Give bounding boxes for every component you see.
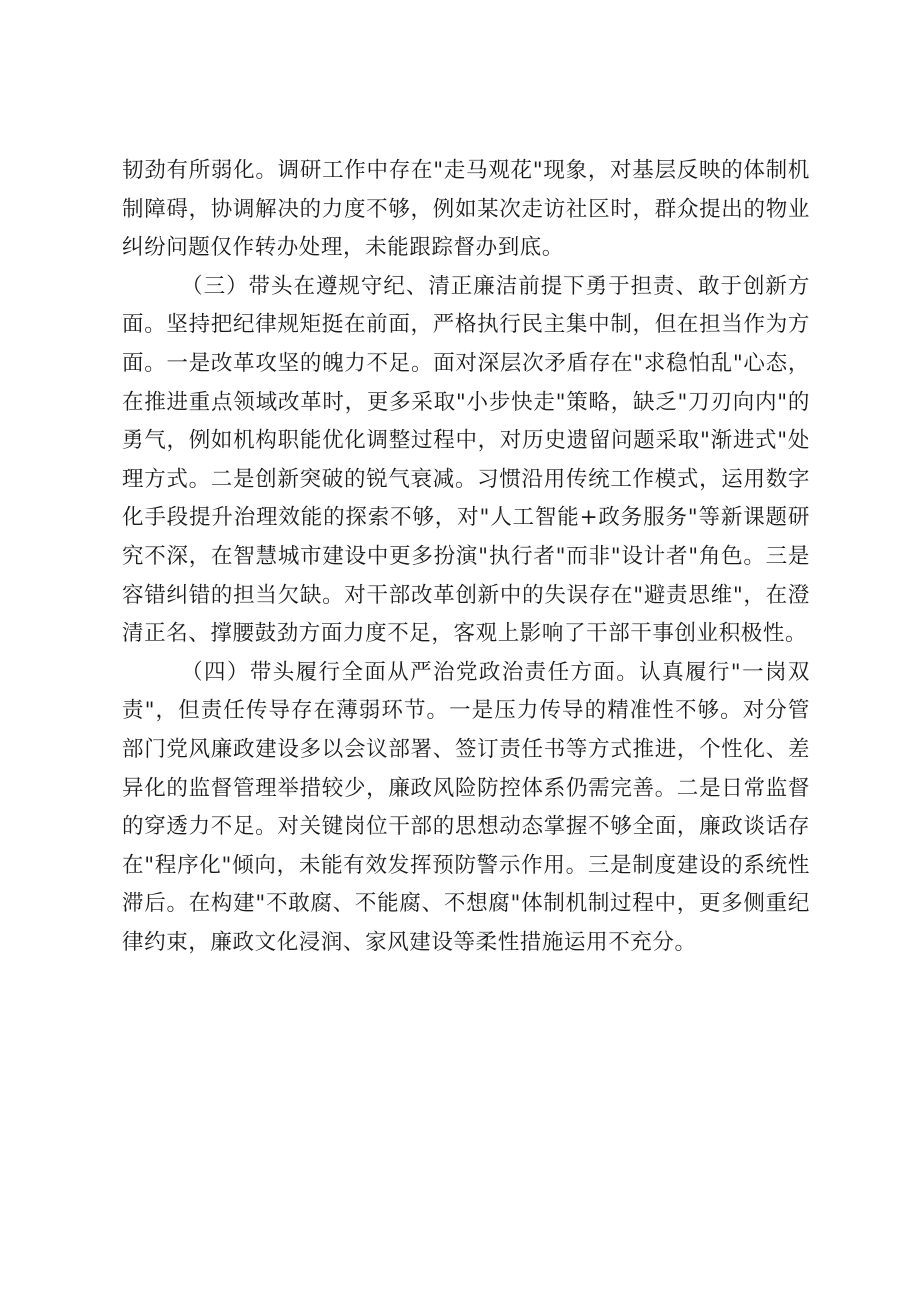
- paragraph-continuation: 韧劲有所弱化。调研工作中存在"走马观花"现象，对基层反映的体制机制障碍，协调解决的力度不够，例如某次走访社区时，群众提出的物业纠纷问题仅作转办处理，未能跟踪督办到底。: [122, 158, 810, 261]
- document-body: [122, 152, 810, 962]
- paragraph-section-three: （三）带头在遵规守纪、清正廉洁前提下勇于担责、敢于创新方面。坚持把纪律规矩挺在前面，严格执行民主集中制，但在担当作为方面。一是改革攻坚的魄力不足。面对深层次矛盾存在"求稳怕乱"心态，在推进重点领域改革时，更多采取"小步快走"策略，缺乏"刀刃向内"的勇气，例如机构职能优化调整过程中，对历史遗留问题采取"渐进式"处理方式。二是创新突破的锐气衰减。习惯沿用传统工作模式，运用数字化手段提升治理效能的探索不够，对"人工智能+政务服务"等新课题研究不深，在智慧城市建设中更多扮演"执行者"而非"设计者"角色。三是容错纠错的担当欠缺。对干部改革创新中的失误存在"避责思维"，在澄清正名、撑腰鼓劲方面力度不足，客观上影响了干部干事创业积极性。: [122, 273, 810, 647]
- paragraph-section-four: （四）带头履行全面从严治党政治责任方面。认真履行"一岗双责"，但责任传导存在薄弱环节。一是压力传导的精准性不够。对分管部门党风廉政建设多以会议部署、签订责任书等方式推进，个性化、差异化的监督管理举措较少，廉政风险防控体系仍需完善。二是日常监督的穿透力不足。对关键岗位干部的思想动态掌握不够全面，廉政谈话存在"程序化"倾向，未能有效发挥预防警示作用。三是制度建设的系统性滞后。在构建"不敢腐、不能腐、不想腐"体制机制过程中，更多侧重纪律约束，廉政文化浸润、家风建设等柔性措施运用不充分。: [122, 659, 810, 955]
